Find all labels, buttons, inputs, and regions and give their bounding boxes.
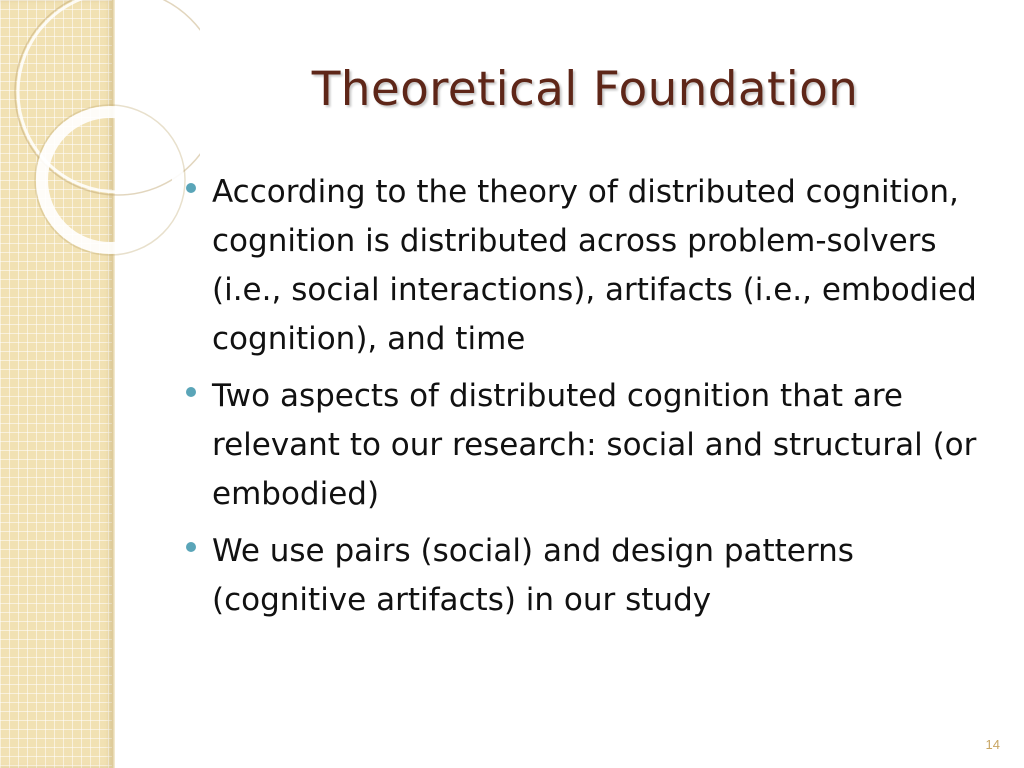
bullet-text: We use pairs (social) and design patterns (cognitive artifacts) in our study bbox=[212, 533, 854, 618]
bullet-text: Two aspects of distributed cognition that are relevant to our research: social and structural (or embodied) bbox=[212, 378, 977, 512]
ring-decoration-icon bbox=[0, 0, 200, 260]
bullet-item bbox=[186, 527, 986, 625]
bullet-text: According to the theory of distributed cognition, cognition is distributed across problem-solvers (i.e., social interactions), artifacts (i.e., embodied cognition), and time bbox=[212, 174, 977, 357]
bullet-item bbox=[186, 372, 986, 519]
bullet-item bbox=[186, 168, 986, 364]
page-number: 14 bbox=[985, 737, 1000, 752]
circle-bullet-icon bbox=[186, 542, 196, 552]
slide-title: Theoretical Foundation bbox=[311, 62, 859, 117]
circle-bullet-icon bbox=[186, 387, 196, 397]
circle-bullet-icon bbox=[186, 183, 196, 193]
bullet-list bbox=[186, 168, 986, 633]
